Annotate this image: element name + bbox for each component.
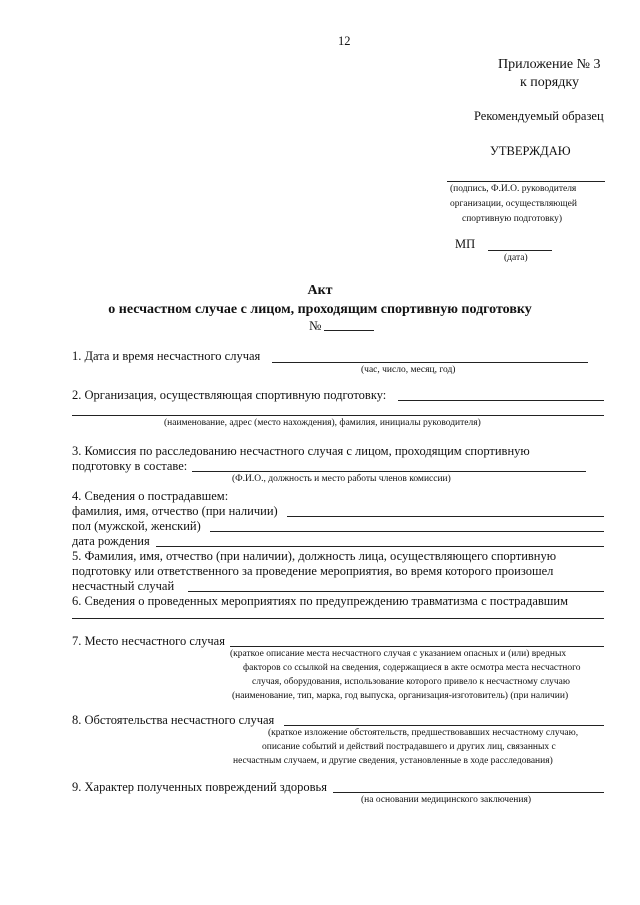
item-3-label-1: 3. Комиссия по расследованию несчастного случая с лицом, проходящим спортивную [72, 444, 530, 458]
item-8-line [284, 725, 604, 726]
item-8-note-3: несчастным случаем, и другие сведения, установленные в ходе расследования) [233, 756, 553, 766]
item-2-line-1 [398, 400, 604, 401]
date-line [488, 250, 552, 251]
item-4-sex-line [210, 531, 604, 532]
item-7-line [230, 646, 604, 647]
signature-note-1: (подпись, Ф.И.О. руководителя [450, 184, 577, 194]
item-9-line [333, 792, 604, 793]
date-note: (дата) [504, 253, 528, 263]
item-6-label: 6. Сведения о проведенных мероприятиях по предупреждению травматизма с пострадавшим [72, 594, 569, 608]
act-number-label: № [309, 318, 322, 333]
item-8-label: 8. Обстоятельства несчастного случая [72, 713, 275, 727]
item-7-note-3: случая, оборудования, использование которого привело к несчастному случаю [252, 677, 570, 687]
signature-line [447, 181, 605, 182]
item-4-label: 4. Сведения о пострадавшем: [72, 489, 229, 503]
approve-label: УТВЕРЖДАЮ [490, 144, 571, 158]
signature-note-3: спортивную подготовку) [462, 214, 563, 224]
item-6-line [72, 618, 604, 619]
item-4-sex-label: пол (мужской, женский) [72, 519, 201, 533]
item-7-note-2: факторов со ссылкой на сведения, содержащиеся в акте осмотра места несчастного [243, 663, 581, 673]
stamp-label: МП [455, 237, 476, 251]
item-1-label: 1. Дата и время несчастного случая [72, 349, 261, 363]
item-9-label: 9. Характер полученных повреждений здоровья [72, 780, 327, 794]
item-4-birth-label: дата рождения [72, 534, 150, 548]
item-4-name-line [287, 516, 604, 517]
item-3-label-2: подготовку в составе: [72, 459, 188, 473]
item-9-note: (на основании медицинского заключения) [361, 795, 531, 805]
item-1-note: (час, число, месяц, год) [361, 365, 456, 375]
item-7-note-1: (краткое описание места несчастного случая с указанием опасных и (или) вредных [230, 649, 567, 659]
order-label: к порядку [520, 75, 579, 90]
item-2-note: (наименование, адрес (место нахождения), фамилия, инициалы руководителя) [164, 418, 481, 428]
item-5-label-2: подготовку или ответственного за проведение мероприятия, во время которого произошел [72, 564, 554, 578]
signature-note-2: организации, осуществляющей [450, 199, 577, 209]
item-5-label-1: 5. Фамилия, имя, отчество (при наличии), должность лица, осуществляющего спортивную [72, 549, 557, 563]
item-2-label: 2. Организация, осуществляющая спортивную подготовку: [72, 388, 387, 402]
item-1-line [272, 362, 588, 363]
recommended-sample-label: Рекомендуемый образец [474, 109, 604, 123]
item-2-line-2 [72, 415, 604, 416]
act-subtitle: о несчастном случае с лицом, проходящим спортивную подготовку [108, 302, 532, 317]
appendix-label: Приложение № 3 [498, 57, 601, 72]
item-5-line [188, 591, 604, 592]
item-8-note-1: (краткое изложение обстоятельств, предшествовавших несчастному случаю, [268, 728, 579, 738]
item-3-note: (Ф.И.О., должность и место работы членов комиссии) [232, 474, 451, 484]
act-title: Акт [307, 283, 333, 298]
item-4-name-label: фамилия, имя, отчество (при наличии) [72, 504, 278, 518]
page-number: 12 [338, 34, 351, 48]
item-7-label: 7. Место несчастного случая [72, 634, 225, 648]
item-7-note-4: (наименование, тип, марка, год выпуска, организация-изготовитель) (при наличии) [232, 691, 569, 701]
item-8-note-2: описание событий и действий пострадавшего и других лиц, связанных с [262, 742, 556, 752]
item-5-label-3: несчастный случай [72, 579, 175, 593]
item-4-birth-line [156, 546, 604, 547]
act-number-line [324, 330, 374, 331]
item-3-line [192, 471, 586, 472]
